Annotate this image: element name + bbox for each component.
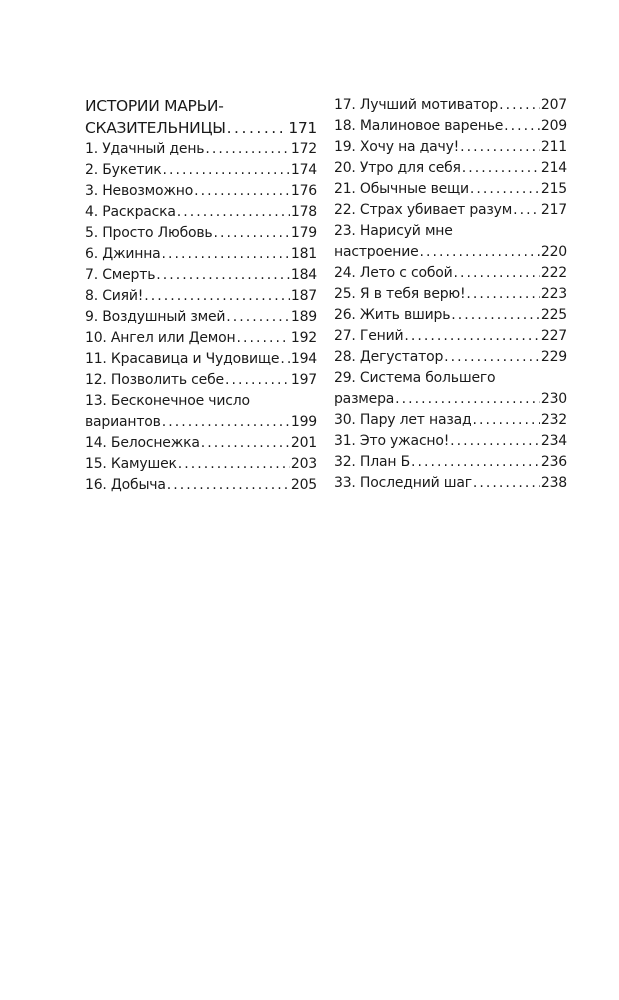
dot-leader (472, 410, 539, 431)
toc-entry-title: 30. Пару лет назад (334, 412, 472, 428)
toc-entry-title-line-1: 23. Нарисуй мне (334, 223, 453, 239)
toc-entry-row (334, 305, 567, 326)
toc-entry-row (85, 181, 317, 202)
toc-entry-row (85, 349, 317, 370)
toc-entry-page-number: 223 (540, 286, 567, 302)
toc-entry[interactable] (85, 160, 317, 181)
toc-entry-page-number: 236 (540, 454, 567, 470)
toc-entry-title: размера (334, 391, 395, 407)
dot-leader (213, 223, 289, 244)
toc-entry-title: 16. Добыча (85, 477, 166, 493)
toc-entry-page-number: 220 (540, 244, 567, 260)
dot-leader (225, 370, 290, 391)
toc-entry[interactable] (85, 181, 317, 202)
toc-entry-page-number: 209 (540, 118, 567, 134)
toc-entry-page-number: 230 (540, 391, 567, 407)
toc-entry[interactable] (334, 473, 567, 494)
toc-entry-title: 19. Хочу на дачу! (334, 139, 460, 155)
dot-leader (236, 328, 289, 349)
toc-entry-title-line-1: 29. Система большего (334, 370, 496, 386)
toc-entry-title: 2. Букетик (85, 162, 162, 178)
toc-entry-row (85, 328, 317, 349)
toc-entry[interactable] (85, 244, 317, 265)
toc-entry-title: 25. Я в тебя верю! (334, 286, 466, 302)
toc-entry[interactable] (334, 263, 567, 284)
dot-leader (395, 389, 540, 410)
toc-entry-title: 4. Раскраска (85, 204, 176, 220)
toc-entry-row (85, 412, 317, 433)
toc-entry-page-number: 215 (540, 181, 567, 197)
toc-entry-page-number: 222 (540, 265, 567, 281)
toc-entry-row (334, 431, 567, 452)
toc-entry-row (334, 179, 567, 200)
toc-entry[interactable] (85, 454, 317, 475)
dot-leader (162, 160, 289, 181)
toc-entry[interactable] (85, 433, 317, 454)
toc-entry[interactable] (334, 221, 567, 263)
toc-left-column (85, 95, 317, 496)
toc-entry[interactable] (334, 179, 567, 200)
toc-entry-row (85, 475, 317, 496)
toc-entry-row (85, 139, 317, 160)
toc-entry[interactable] (334, 368, 567, 410)
toc-entry-row (334, 389, 567, 410)
toc-entry[interactable] (334, 116, 567, 137)
toc-entry-title: 18. Малиновое варенье (334, 118, 504, 134)
toc-entry-title: 3. Невозможно (85, 183, 194, 199)
toc-entry-page-number: 199 (290, 414, 317, 430)
toc-entry-page-number: 176 (290, 183, 317, 199)
dot-leader (226, 307, 290, 328)
toc-entry-title: 22. Страх убивает разум (334, 202, 513, 218)
toc-entry[interactable] (85, 307, 317, 328)
toc-entry-row (334, 452, 567, 473)
toc-entry-page-number: 174 (290, 162, 317, 178)
toc-entry-row (334, 347, 567, 368)
toc-entry-row (334, 263, 567, 284)
toc-entry-page-number: 214 (540, 160, 567, 176)
dot-leader (156, 265, 290, 286)
section-heading (85, 95, 317, 139)
dot-leader (450, 431, 540, 452)
toc-entry-title: 21. Обычные вещи (334, 181, 469, 197)
dot-leader (499, 95, 540, 116)
toc-entry-page-number: 172 (290, 141, 317, 157)
toc-entry-row (85, 160, 317, 181)
dot-leader (451, 305, 540, 326)
toc-entry[interactable] (85, 139, 317, 160)
toc-entry[interactable] (334, 284, 567, 305)
toc-entry[interactable] (334, 452, 567, 473)
toc-entry-row (85, 370, 317, 391)
dot-leader (404, 326, 539, 347)
toc-entry[interactable] (334, 347, 567, 368)
dot-leader (178, 454, 290, 475)
toc-entry-page-number: 201 (290, 435, 317, 451)
toc-entry[interactable] (85, 475, 317, 496)
toc-entry-page-number: 192 (290, 330, 317, 346)
toc-entry[interactable] (334, 305, 567, 326)
toc-entry-row (85, 202, 317, 223)
toc-entry-title: 11. Красавица и Чудовище (85, 351, 280, 367)
dot-leader (466, 284, 539, 305)
toc-entry-page-number: 205 (290, 477, 317, 493)
dot-leader (177, 202, 290, 223)
toc-entry-row (334, 326, 567, 347)
dot-leader (513, 200, 540, 221)
dot-leader (411, 452, 540, 473)
toc-entry[interactable] (85, 265, 317, 286)
toc-entry[interactable] (85, 286, 317, 307)
toc-entry-title: 26. Жить вширь (334, 307, 451, 323)
dot-leader (470, 179, 540, 200)
toc-entry-title: 8. Сияй! (85, 288, 144, 304)
dot-leader (280, 349, 290, 370)
toc-entry-title: 33. Последний шаг (334, 475, 472, 491)
toc-entry-row (334, 473, 567, 494)
toc-entry-row (334, 410, 567, 431)
toc-entry[interactable] (334, 326, 567, 347)
toc-entry[interactable] (334, 95, 567, 116)
dot-leader (162, 244, 290, 265)
toc-entry-title: 28. Дегустатор (334, 349, 444, 365)
toc-entry-page-number: 194 (290, 351, 317, 367)
toc-entry-row (334, 116, 567, 137)
toc-entry-title: 1. Удачный день (85, 141, 205, 157)
toc-entry-title: 10. Ангел или Демон (85, 330, 236, 346)
section-title-line-2: СКАЗИТЕЛЬНИЦЫ (85, 119, 226, 137)
toc-entry[interactable] (85, 202, 317, 223)
toc-entry-page-number: 187 (290, 288, 317, 304)
toc-entry-page-number: 179 (290, 225, 317, 241)
toc-entry-title: 20. Утро для себя (334, 160, 461, 176)
dot-leader (194, 181, 290, 202)
toc-entry-row (85, 433, 317, 454)
toc-entry-page-number: 189 (290, 309, 317, 325)
dot-leader (420, 242, 540, 263)
toc-entry-row (85, 286, 317, 307)
toc-entry-row (334, 95, 567, 116)
dot-leader (144, 286, 290, 307)
toc-entry-page-number: 184 (290, 267, 317, 283)
toc-entry-row (334, 200, 567, 221)
toc-entry[interactable] (85, 349, 317, 370)
dot-leader (201, 433, 290, 454)
toc-entry-title: 5. Просто Любовь (85, 225, 213, 241)
toc-entry-page-number: 227 (540, 328, 567, 344)
toc-entry[interactable] (334, 410, 567, 431)
toc-entry[interactable] (334, 431, 567, 452)
section-title-line-1: ИСТОРИИ МАРЬИ- (85, 97, 224, 115)
dot-leader (462, 158, 540, 179)
toc-entry[interactable] (334, 158, 567, 179)
toc-entry-title: 32. План Б (334, 454, 410, 470)
toc-entry-row (85, 454, 317, 475)
toc-entry-title: 14. Белоснежка (85, 435, 200, 451)
toc-entry-page-number: 229 (540, 349, 567, 365)
toc-entry-row (85, 307, 317, 328)
toc-entry-title: 6. Джинна (85, 246, 161, 262)
toc-entry-row (85, 265, 317, 286)
toc-entry-page-number: 217 (540, 202, 567, 218)
toc-entry-title: вариантов (85, 414, 161, 430)
toc-entry-page-number: 181 (290, 246, 317, 262)
dot-leader (205, 139, 290, 160)
toc-entry-page-number: 238 (540, 475, 567, 491)
toc-entry[interactable] (85, 223, 317, 244)
toc-entry-title-line-1: 13. Бесконечное число (85, 393, 250, 409)
dot-leader (460, 137, 540, 158)
toc-right-column (334, 95, 567, 494)
toc-entry-title: 24. Лето с собой (334, 265, 453, 281)
dot-leader (473, 473, 540, 494)
toc-entry-title: 15. Камушек (85, 456, 177, 472)
toc-entries-right (334, 95, 567, 494)
section-page-number: 171 (288, 119, 317, 137)
dot-leader (162, 412, 290, 433)
toc-entry-page-number: 225 (540, 307, 567, 323)
toc-entry-row (85, 244, 317, 265)
toc-entry-title: 17. Лучший мотиватор (334, 97, 499, 113)
toc-entry-page-number: 234 (540, 433, 567, 449)
toc-entry[interactable] (334, 200, 567, 221)
toc-entry-row (334, 284, 567, 305)
toc-entry-title: 12. Позволить себе (85, 372, 224, 388)
toc-entry[interactable] (85, 370, 317, 391)
toc-entry-page-number: 178 (290, 204, 317, 220)
toc-entry-title: 27. Гений (334, 328, 404, 344)
toc-entry-page-number: 211 (540, 139, 567, 155)
dot-leader (227, 117, 288, 139)
toc-entry-row (85, 223, 317, 244)
toc-entry-row (334, 242, 567, 263)
toc-entry-row (334, 137, 567, 158)
dot-leader (454, 263, 540, 284)
dot-leader (504, 116, 540, 137)
toc-entry-row (334, 158, 567, 179)
section-title-row[interactable] (85, 117, 317, 139)
toc-entry-title: настроение (334, 244, 419, 260)
toc-entry-page-number: 207 (540, 97, 567, 113)
toc-entry-page-number: 232 (540, 412, 567, 428)
dot-leader (167, 475, 290, 496)
toc-entries-left (85, 139, 317, 496)
toc-entry-title: 31. Это ужасно! (334, 433, 450, 449)
dot-leader (444, 347, 540, 368)
toc-entry-title: 7. Смерть (85, 267, 156, 283)
toc-entry[interactable] (85, 328, 317, 349)
toc-entry[interactable] (334, 137, 567, 158)
toc-entry-title: 9. Воздушный змей (85, 309, 226, 325)
toc-entry[interactable] (85, 391, 317, 433)
toc-entry-page-number: 197 (290, 372, 317, 388)
toc-entry-page-number: 203 (290, 456, 317, 472)
